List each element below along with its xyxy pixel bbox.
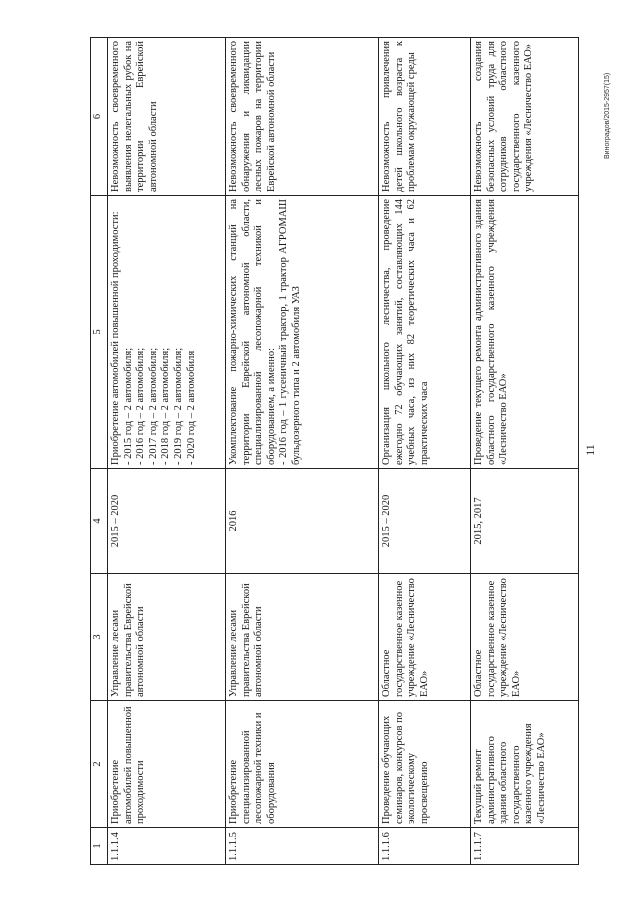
- consequence: Невозможность привлечения детей школьного возраста к проблемам окружающей среды: [379, 38, 471, 196]
- table-row: [226, 38, 379, 865]
- row-number: 1.1.1.4: [108, 828, 226, 865]
- measure-name: Текущий ремонт административного здания областного государственного казенного учреждения «Лесничество ЕАО»: [471, 701, 579, 828]
- header-row: [91, 38, 108, 865]
- row-number: 1.1.1.6: [379, 828, 471, 865]
- table-row: [379, 38, 471, 865]
- column-header: 1: [91, 828, 108, 865]
- page-number: 11: [583, 444, 597, 456]
- content-line: - 2020 год – 2 автомобиля: [185, 350, 197, 465]
- consequence: Невозможность своевременного выявления нелегальных рубок на территории Еврейской автономной области: [108, 38, 226, 196]
- content-line: Организация школьного лесничества, проведение ежегодно 72 обучающих занятий, составляющих 144 учебных часа, из них 82 теоретических часа и 62 практических часа: [381, 199, 430, 465]
- measure-content: [379, 196, 471, 469]
- consequence: Невозможность создания безопасных условий труда для сотрудников областного государственного казенного учреждения «Лесничество ЕАО»: [471, 38, 579, 196]
- measure-name: Приобретение автомобилей повышенной проходимости: [108, 701, 226, 828]
- content-line: - 2015 год – 2 автомобиля;: [122, 347, 134, 465]
- measure-content: [226, 196, 379, 469]
- consequence: Невозможность своевременного обнаружения и ликвидации лесных пожаров на территории Еврейской автономной области: [226, 38, 379, 196]
- content-line: - 2018 год – 2 автомобиля;: [160, 347, 172, 465]
- period: 2016: [226, 469, 379, 574]
- column-header: 3: [91, 574, 108, 701]
- content-line: Укомплектование пожарно-химических станций на территории Еврейской автономной области, специализированной лесопожарной техникой и оборудованием, а именно:: [228, 199, 277, 465]
- table-row: [471, 38, 579, 865]
- content-line: Приобретение автомобилей повышенной проходимости:: [110, 211, 121, 465]
- period: 2015 – 2020: [108, 469, 226, 574]
- column-header: 6: [91, 38, 108, 196]
- row-number: 1.1.1.7: [471, 828, 579, 865]
- executor: Управление лесами правительства Еврейской автономной области: [226, 574, 379, 701]
- measure-content: [108, 196, 226, 469]
- table-row: [108, 38, 226, 865]
- period: 2015 – 2020: [379, 469, 471, 574]
- period: 2015, 2017: [471, 469, 579, 574]
- content-line: Проведение текущего ремонта административного здания областного государственного казенного учреждения «Лесничество ЕАО»: [473, 199, 510, 465]
- content-line: - 2016 год – 1 гусеничный трактор, 1 трактор АГРОМАШ бульдозерного типа и 2 автомобиля УАЗ: [278, 199, 302, 465]
- measure-name: Приобретение специализированной лесопожарной техники и оборудования: [226, 701, 379, 828]
- row-number: 1.1.1.5: [226, 828, 379, 865]
- measures-table: [90, 37, 579, 865]
- document-footer: Виноградов/2015-2957(15): [604, 72, 611, 159]
- column-header: 2: [91, 701, 108, 828]
- content-line: - 2017 год – 2 автомобиля;: [147, 347, 159, 465]
- content-line: - 2016 год – 2 автомобиля;: [135, 347, 147, 465]
- executor: Управление лесами правительства Еврейской автономной области: [108, 574, 226, 701]
- column-header: 5: [91, 196, 108, 469]
- executor: Областное государственное казенное учреждение «Лесничество ЕАО»: [379, 574, 471, 701]
- content-line: - 2019 год – 2 автомобиля;: [172, 347, 184, 465]
- measure-content: [471, 196, 579, 469]
- measure-name: Проведение обучающих семинаров, конкурсов по экологическому просвещению: [379, 701, 471, 828]
- executor: Областное государственное казенное учреждение «Лесничество ЕАО»: [471, 574, 579, 701]
- column-header: 4: [91, 469, 108, 574]
